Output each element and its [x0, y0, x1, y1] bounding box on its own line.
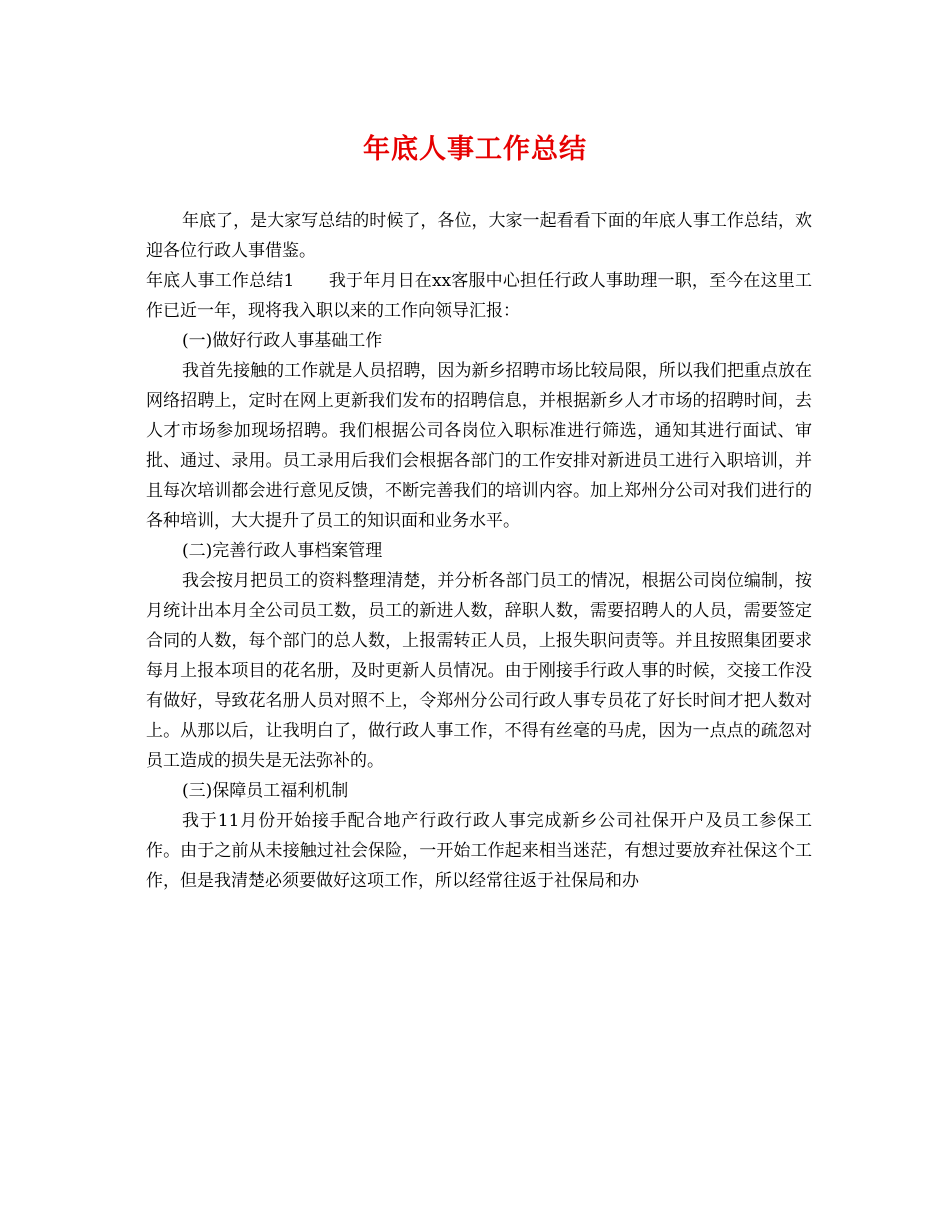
- section-2-paragraph: 我会按月把员工的资料整理清楚，并分析各部门员工的情况，根据公司岗位编制，按月统计出本月全公司员工数，员工的新进人数，辞职人数，需要招聘人的人员，需要签定合同的人数，每个部门的总人数，上报需转正人员，上报失职问责等。并且按照集团要求每月上报本项目的花名册，及时更新人员情况。由于刚接手行政人事的时候，交接工作没有做好，导致花名册人员对照不上，令郑州分公司行政人事专员花了好长时间才把人数对上。从那以后，让我明白了，做行政人事工作，不得有丝毫的马虎，因为一点点的疏忽对员工造成的损失是无法弥补的。: [146, 571, 812, 771]
- summary-opening-paragraph: 年底人事工作总结1 我于年月日在xx客服中心担任行政人事助理一职，至今在这里工作已近一年，现将我入职以来的工作向领导汇报：: [146, 271, 812, 321]
- section-heading-2: (二)完善行政人事档案管理: [182, 541, 383, 561]
- document-body: [146, 206, 812, 896]
- section-3-paragraph: 我于11月份开始接手配合地产行政行政人事完成新乡公司社保开户及员工参保工作。由于之前从未接触过社会保险，一开始工作起来相当迷茫，有想过要放弃社保这个工作，但是我清楚必须要做好这项工作，所以经常往返于社保局和办: [146, 811, 812, 891]
- section-heading-3: (三)保障员工福利机制: [182, 781, 349, 801]
- intro-paragraph: 年底了，是大家写总结的时候了，各位，大家一起看看下面的年底人事工作总结，欢迎各位行政人事借鉴。: [146, 211, 812, 261]
- section-heading-1: (一)做好行政人事基础工作: [182, 331, 383, 351]
- document-title: 年底人事工作总结: [363, 134, 587, 165]
- section-1-paragraph: 我首先接触的工作就是人员招聘，因为新乡招聘市场比较局限，所以我们把重点放在网络招聘上，定时在网上更新我们发布的招聘信息，并根据新乡人才市场的招聘时间，去人才市场参加现场招聘。我们根据公司各岗位入职标准进行筛选，通知其进行面试、审批、通过、录用。员工录用后我们会根据各部门的工作安排对新进员工进行入职培训，并且每次培训都会进行意见反馈，不断完善我们的培训内容。加上郑州分公司对我们进行的各种培训，大大提升了员工的知识面和业务水平。: [146, 361, 812, 531]
